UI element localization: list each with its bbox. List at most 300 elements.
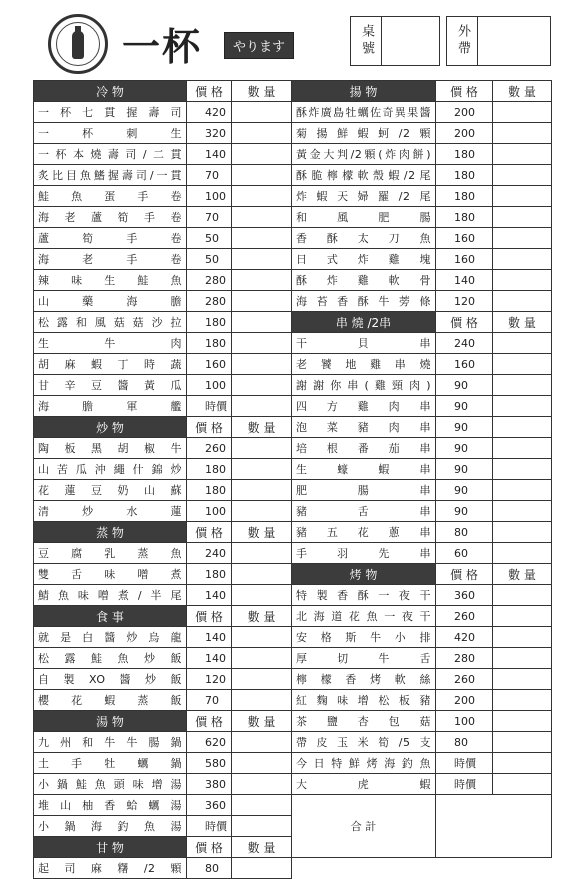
item-quantity-field[interactable]: [232, 543, 292, 564]
menu-item-row: [34, 102, 292, 123]
item-price: 180: [436, 144, 493, 165]
item-quantity-field[interactable]: [493, 480, 552, 501]
item-price: 120: [187, 669, 232, 690]
menu-item-row: [34, 165, 292, 186]
item-quantity-field[interactable]: [232, 795, 292, 816]
item-quantity-field[interactable]: [493, 669, 552, 690]
menu-item-row: [34, 858, 292, 879]
item-price: 140: [187, 648, 232, 669]
price-column-header: 價 格: [187, 81, 232, 102]
item-quantity-field[interactable]: [493, 753, 552, 774]
item-name: 自製XO醬炒飯: [34, 669, 187, 690]
item-name: 一杯本燒壽司/二貫: [34, 144, 187, 165]
item-price: 280: [187, 291, 232, 312]
item-name: 花蓮豆奶山蘇: [34, 480, 187, 501]
item-name: 黃金大判/2顆(炸肉餅): [292, 144, 436, 165]
item-price: 140: [187, 585, 232, 606]
menu-item-row: [34, 816, 292, 837]
item-name: 松露和風菇菇沙拉: [34, 312, 187, 333]
item-quantity-field[interactable]: [493, 186, 552, 207]
item-price: 時價: [436, 774, 493, 795]
menu-item-row: [34, 438, 292, 459]
item-name: 炙比目魚鰭握壽司/一貫: [34, 165, 187, 186]
item-quantity-field[interactable]: [493, 144, 552, 165]
item-price: 580: [187, 753, 232, 774]
price-column-header: 價 格: [436, 312, 493, 333]
item-quantity-field[interactable]: [493, 543, 552, 564]
takeout-box[interactable]: [446, 16, 551, 66]
item-name: 檸檬香烤軟絲: [292, 669, 436, 690]
item-price: 80: [436, 522, 493, 543]
section-title: 食 事: [34, 606, 187, 627]
item-price: 160: [187, 354, 232, 375]
item-quantity-field[interactable]: [493, 627, 552, 648]
item-name: 四方雞肉串: [292, 396, 436, 417]
item-price: 160: [436, 228, 493, 249]
section-title: 冷 物: [34, 81, 187, 102]
item-price: 120: [436, 291, 493, 312]
price-column-header: 價 格: [187, 417, 232, 438]
section-title: 炒 物: [34, 417, 187, 438]
item-price: 60: [436, 543, 493, 564]
item-name: 小鍋海釣魚湯: [34, 816, 187, 837]
section-header: [34, 606, 292, 627]
menu-item-row: [34, 270, 292, 291]
menu-item-row: [292, 648, 552, 669]
item-quantity-field[interactable]: [493, 165, 552, 186]
menu-item-row: [34, 795, 292, 816]
menu-item-row: [292, 144, 552, 165]
menu-item-row: [34, 690, 292, 711]
item-quantity-field[interactable]: [232, 270, 292, 291]
item-quantity-field[interactable]: [493, 774, 552, 795]
item-price: 50: [187, 228, 232, 249]
item-price: 80: [436, 732, 493, 753]
item-price: 240: [436, 333, 493, 354]
item-name: 老饕地雞串燒: [292, 354, 436, 375]
item-quantity-field[interactable]: [232, 480, 292, 501]
item-name: 生蠔蝦串: [292, 459, 436, 480]
item-quantity-field[interactable]: [232, 102, 292, 123]
total-label: 合 計: [292, 795, 436, 858]
item-price: 90: [436, 501, 493, 522]
menu-item-row: [292, 417, 552, 438]
item-name: 起司麻糬/2顆: [34, 858, 187, 879]
qty-column-header: 數 量: [232, 417, 292, 438]
item-name: 一杯七貫握壽司: [34, 102, 187, 123]
menu-item-row: [292, 753, 552, 774]
item-quantity-field[interactable]: [232, 816, 292, 837]
item-quantity-field[interactable]: [232, 312, 292, 333]
item-quantity-field[interactable]: [493, 732, 552, 753]
qty-column-header: 數 量: [493, 312, 552, 333]
section-title: 甘 物: [34, 837, 187, 858]
item-price: 140: [187, 144, 232, 165]
item-name: 北海道花魚一夜干: [292, 606, 436, 627]
item-quantity-field[interactable]: [232, 648, 292, 669]
menu-item-row: [292, 585, 552, 606]
item-price: 時價: [187, 816, 232, 837]
item-price: 200: [436, 690, 493, 711]
menu-item-row: [34, 186, 292, 207]
menu-item-row: [292, 522, 552, 543]
menu-item-row: [34, 501, 292, 522]
item-price: 280: [436, 648, 493, 669]
item-name: 炸蝦天婦羅/2尾: [292, 186, 436, 207]
item-name: 紅麴味增松板豬: [292, 690, 436, 711]
item-name: 雙舌味噌煮: [34, 564, 187, 585]
qty-column-header: 數 量: [232, 522, 292, 543]
price-column-header: 價 格: [436, 564, 493, 585]
item-price: 620: [187, 732, 232, 753]
item-quantity-field[interactable]: [493, 711, 552, 732]
item-price: 280: [187, 270, 232, 291]
total-row: [292, 795, 552, 858]
item-name: 土手牡蠣鍋: [34, 753, 187, 774]
item-name: 培根番茄串: [292, 438, 436, 459]
item-quantity-field[interactable]: [493, 438, 552, 459]
item-quantity-field[interactable]: [493, 207, 552, 228]
item-quantity-field[interactable]: [493, 228, 552, 249]
item-price: 360: [436, 585, 493, 606]
item-name: 山藥海膽: [34, 291, 187, 312]
menu-item-row: [292, 543, 552, 564]
menu-item-row: [34, 732, 292, 753]
menu-item-row: [34, 480, 292, 501]
item-price: 260: [436, 669, 493, 690]
item-price: 180: [187, 312, 232, 333]
item-quantity-field[interactable]: [493, 501, 552, 522]
item-price: 100: [187, 375, 232, 396]
item-name: 陶板黑胡椒牛: [34, 438, 187, 459]
item-price: 180: [187, 480, 232, 501]
item-quantity-field[interactable]: [493, 417, 552, 438]
item-quantity-field[interactable]: [493, 459, 552, 480]
item-price: 70: [187, 165, 232, 186]
menu-item-row: [292, 375, 552, 396]
price-column-header: 價 格: [187, 711, 232, 732]
item-quantity-field[interactable]: [493, 102, 552, 123]
item-price: 160: [436, 354, 493, 375]
menu-item-row: [34, 207, 292, 228]
menu-item-row: [292, 438, 552, 459]
item-quantity-field[interactable]: [232, 375, 292, 396]
qty-column-header: 數 量: [232, 81, 292, 102]
item-name: 小鍋鮭魚頭味增湯: [34, 774, 187, 795]
item-price: 420: [187, 102, 232, 123]
menu-item-row: [34, 774, 292, 795]
item-quantity-field[interactable]: [232, 585, 292, 606]
menu-item-row: [292, 501, 552, 522]
sake-bottle-icon: [56, 22, 100, 66]
menu-item-row: [292, 711, 552, 732]
qty-column-header: 數 量: [493, 564, 552, 585]
item-name: 海苔香酥牛蒡條: [292, 291, 436, 312]
item-name: 鯖魚味噌煮/半尾: [34, 585, 187, 606]
item-price: 240: [187, 543, 232, 564]
menu-item-row: [292, 354, 552, 375]
price-column-header: 價 格: [187, 522, 232, 543]
item-price: 70: [187, 207, 232, 228]
item-price: 260: [187, 438, 232, 459]
item-quantity-field[interactable]: [232, 858, 292, 879]
menu-item-row: [292, 732, 552, 753]
section-header: [34, 837, 292, 858]
item-name: 茶鹽杏包菇: [292, 711, 436, 732]
item-name: 香酥太刀魚: [292, 228, 436, 249]
item-name: 胡麻蝦丁時蔬: [34, 354, 187, 375]
item-price: 90: [436, 438, 493, 459]
item-price: 80: [187, 858, 232, 879]
left-menu-table: [33, 80, 292, 879]
item-name: 櫻花蝦蒸飯: [34, 690, 187, 711]
item-quantity-field[interactable]: [232, 690, 292, 711]
item-price: 100: [187, 501, 232, 522]
item-quantity-field[interactable]: [232, 291, 292, 312]
qty-column-header: 數 量: [493, 81, 552, 102]
item-price: 260: [436, 606, 493, 627]
item-price: 180: [187, 333, 232, 354]
price-column-header: 價 格: [187, 837, 232, 858]
menu-item-row: [34, 312, 292, 333]
item-name: 堆山柚香蛤蠣湯: [34, 795, 187, 816]
item-price: 180: [436, 186, 493, 207]
qty-column-header: 數 量: [232, 711, 292, 732]
item-quantity-field[interactable]: [232, 123, 292, 144]
item-price: 70: [187, 690, 232, 711]
menu-item-row: [34, 333, 292, 354]
item-name: 一 杯 刺 生: [34, 123, 187, 144]
section-title: 揚 物: [292, 81, 436, 102]
item-quantity-field[interactable]: [493, 123, 552, 144]
menu-item-row: [292, 627, 552, 648]
item-price: 90: [436, 396, 493, 417]
qty-column-header: 數 量: [232, 606, 292, 627]
item-price: 90: [436, 459, 493, 480]
item-quantity-field[interactable]: [493, 690, 552, 711]
item-name: 菊揚鮮蝦蚵/2顆: [292, 123, 436, 144]
item-quantity-field[interactable]: [493, 354, 552, 375]
item-name: 特製香酥一夜干: [292, 585, 436, 606]
price-column-header: 價 格: [187, 606, 232, 627]
menu-item-row: [34, 669, 292, 690]
item-name: 蘆筍手卷: [34, 228, 187, 249]
item-price: 360: [187, 795, 232, 816]
menu-item-row: [292, 333, 552, 354]
item-quantity-field[interactable]: [493, 606, 552, 627]
menu-item-row: [34, 228, 292, 249]
item-quantity-field[interactable]: [232, 459, 292, 480]
item-name: 生牛肉: [34, 333, 187, 354]
item-name: 謝謝你串(雞頸肉): [292, 375, 436, 396]
section-title: 蒸 物: [34, 522, 187, 543]
item-name: 九州和牛牛腸鍋: [34, 732, 187, 753]
item-name: 就是白醬炒烏龍: [34, 627, 187, 648]
item-quantity-field[interactable]: [493, 585, 552, 606]
item-name: 手羽先串: [292, 543, 436, 564]
item-price: 90: [436, 480, 493, 501]
item-quantity-field[interactable]: [493, 249, 552, 270]
item-price: 180: [436, 207, 493, 228]
menu-item-row: [34, 648, 292, 669]
menu-item-row: [292, 186, 552, 207]
right-menu-table: [291, 80, 552, 858]
menu-item-row: [292, 102, 552, 123]
table-number-box[interactable]: [350, 16, 440, 66]
item-quantity-field[interactable]: [232, 669, 292, 690]
item-name: 日式炸雞塊: [292, 249, 436, 270]
menu-item-row: [292, 690, 552, 711]
item-name: 今日特鮮烤海釣魚: [292, 753, 436, 774]
menu-item-row: [34, 123, 292, 144]
item-name: 酥炸廣島牡蠣佐奇異果醬: [292, 102, 436, 123]
menu-item-row: [292, 669, 552, 690]
item-quantity-field[interactable]: [232, 333, 292, 354]
section-header: [34, 81, 292, 102]
item-price: 140: [187, 627, 232, 648]
menu-item-row: [292, 207, 552, 228]
menu-item-row: [292, 291, 552, 312]
takeout-label: 外帶: [447, 17, 478, 65]
menu-item-row: [292, 606, 552, 627]
item-price: 時價: [436, 753, 493, 774]
item-price: 180: [436, 165, 493, 186]
item-name: 海膽軍艦: [34, 396, 187, 417]
menu-item-row: [292, 228, 552, 249]
menu-item-row: [292, 480, 552, 501]
item-name: 甘辛豆醬黃瓜: [34, 375, 187, 396]
item-quantity-field[interactable]: [232, 627, 292, 648]
item-name: 山苦瓜沖繩什錦炒: [34, 459, 187, 480]
section-title: 串 燒 /2串: [292, 312, 436, 333]
item-quantity-field[interactable]: [232, 144, 292, 165]
item-price: 180: [187, 459, 232, 480]
item-name: 海老蘆筍手卷: [34, 207, 187, 228]
item-name: 豬舌串: [292, 501, 436, 522]
menu-item-row: [34, 375, 292, 396]
section-header: [34, 711, 292, 732]
menu-item-row: [34, 543, 292, 564]
menu-item-row: [292, 396, 552, 417]
menu-item-row: [292, 123, 552, 144]
menu-item-row: [34, 291, 292, 312]
item-quantity-field[interactable]: [232, 207, 292, 228]
item-price: 100: [187, 186, 232, 207]
menu-item-row: [34, 627, 292, 648]
item-quantity-field[interactable]: [232, 501, 292, 522]
item-name: 清炒水蓮: [34, 501, 187, 522]
item-quantity-field[interactable]: [232, 396, 292, 417]
qty-column-header: 數 量: [232, 837, 292, 858]
item-price: 140: [436, 270, 493, 291]
item-price: 180: [187, 564, 232, 585]
menu-item-row: [34, 354, 292, 375]
item-price: 50: [187, 249, 232, 270]
table-number-label: 桌號: [351, 17, 382, 65]
item-price: 時價: [187, 396, 232, 417]
item-name: 松露鮭魚炒飯: [34, 648, 187, 669]
item-quantity-field[interactable]: [232, 774, 292, 795]
item-quantity-field[interactable]: [232, 186, 292, 207]
brand-name: 一杯: [122, 24, 203, 69]
item-quantity-field[interactable]: [232, 249, 292, 270]
item-name: 辣味生鮭魚: [34, 270, 187, 291]
item-price: 160: [436, 249, 493, 270]
item-price: 380: [187, 774, 232, 795]
item-price: 100: [436, 711, 493, 732]
tagline: やります: [224, 32, 294, 59]
item-quantity-field[interactable]: [493, 333, 552, 354]
item-quantity-field[interactable]: [493, 291, 552, 312]
item-name: 安格斯牛小排: [292, 627, 436, 648]
item-quantity-field[interactable]: [493, 396, 552, 417]
menu-item-row: [292, 270, 552, 291]
menu-item-row: [34, 585, 292, 606]
item-name: 豬五花蔥串: [292, 522, 436, 543]
item-price: 320: [187, 123, 232, 144]
item-quantity-field[interactable]: [232, 165, 292, 186]
item-quantity-field[interactable]: [232, 753, 292, 774]
item-name: 酥脆檸檬軟殼蝦/2尾: [292, 165, 436, 186]
menu-item-row: [34, 753, 292, 774]
item-name: 泡菜豬肉串: [292, 417, 436, 438]
item-name: 豆腐乳蒸魚: [34, 543, 187, 564]
item-name: 大虎蝦: [292, 774, 436, 795]
item-quantity-field[interactable]: [493, 270, 552, 291]
section-title: 烤 物: [292, 564, 436, 585]
logo: [48, 14, 108, 74]
menu-item-row: [292, 249, 552, 270]
item-name: 鮭魚蛋手卷: [34, 186, 187, 207]
section-header: [292, 312, 552, 333]
item-name: 酥炸雞軟骨: [292, 270, 436, 291]
section-title: 湯 物: [34, 711, 187, 732]
menu-item-row: [34, 249, 292, 270]
item-name: 肥腸串: [292, 480, 436, 501]
menu-item-row: [292, 459, 552, 480]
menu-item-row: [34, 396, 292, 417]
item-quantity-field[interactable]: [232, 438, 292, 459]
menu-item-row: [34, 459, 292, 480]
item-quantity-field[interactable]: [493, 522, 552, 543]
menu-item-row: [292, 165, 552, 186]
menu-item-row: [34, 564, 292, 585]
section-header: [292, 81, 552, 102]
item-quantity-field[interactable]: [493, 375, 552, 396]
section-header: [292, 564, 552, 585]
item-price: 200: [436, 123, 493, 144]
item-quantity-field[interactable]: [232, 732, 292, 753]
menu-item-row: [292, 774, 552, 795]
item-name: 干貝串: [292, 333, 436, 354]
total-value[interactable]: [436, 795, 552, 858]
item-quantity-field[interactable]: [232, 228, 292, 249]
item-name: 帶皮玉米筍/5支: [292, 732, 436, 753]
item-quantity-field[interactable]: [232, 564, 292, 585]
item-name: 海老手卷: [34, 249, 187, 270]
item-name: 和風肥腸: [292, 207, 436, 228]
item-quantity-field[interactable]: [493, 648, 552, 669]
item-price: 200: [436, 102, 493, 123]
item-quantity-field[interactable]: [232, 354, 292, 375]
item-name: 厚切牛舌: [292, 648, 436, 669]
menu-item-row: [34, 144, 292, 165]
section-header: [34, 417, 292, 438]
item-price: 90: [436, 375, 493, 396]
price-column-header: 價 格: [436, 81, 493, 102]
section-header: [34, 522, 292, 543]
item-price: 90: [436, 417, 493, 438]
